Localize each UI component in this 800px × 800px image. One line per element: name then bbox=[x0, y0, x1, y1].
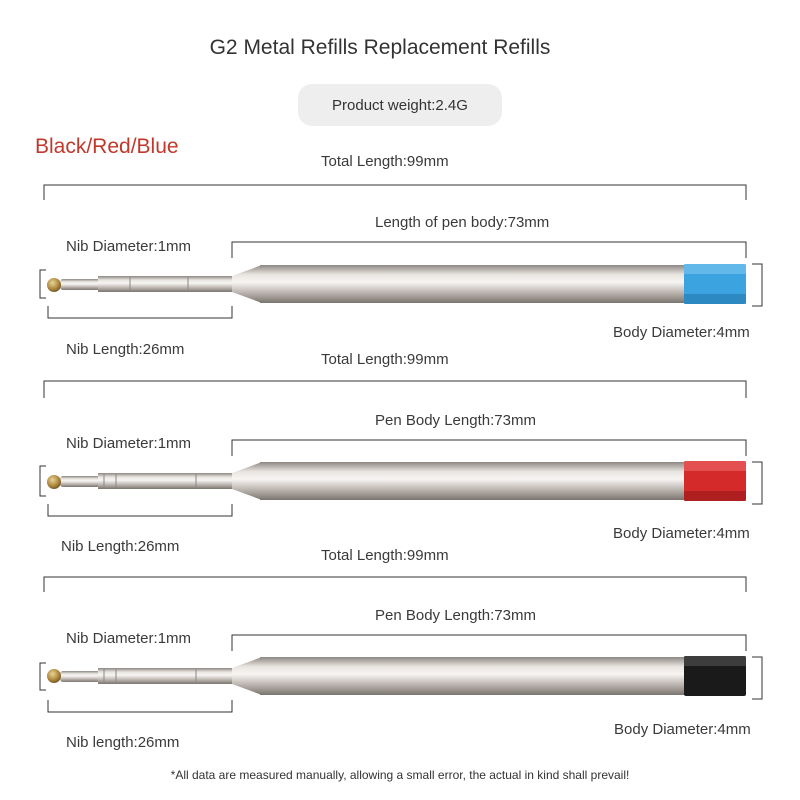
nib-tip bbox=[60, 671, 100, 682]
body-diameter-label: Body Diameter:4mm bbox=[613, 324, 750, 341]
pen-body bbox=[260, 462, 685, 500]
ball-tip bbox=[47, 669, 61, 683]
body-length-bracket bbox=[232, 440, 746, 456]
ball-tip bbox=[47, 278, 61, 292]
body-diameter-bracket bbox=[752, 657, 762, 699]
colors-label: Black/Red/Blue bbox=[35, 135, 179, 158]
total-length-bracket bbox=[44, 185, 746, 200]
nib-length-label: Nib length:26mm bbox=[66, 734, 180, 751]
body-diameter-bracket bbox=[752, 264, 762, 306]
nib-shaft bbox=[98, 668, 232, 684]
body-length-label: Pen Body Length:73mm bbox=[375, 412, 536, 429]
pen-body bbox=[260, 657, 685, 695]
nib-diameter-label: Nib Diameter:1mm bbox=[66, 435, 192, 452]
footnote: *All data are measured manually, allowing a small error, the actual in kind shall prevail! bbox=[170, 768, 630, 782]
product-weight-badge: Product weight:2.4G bbox=[298, 84, 502, 126]
body-diameter-label: Body Diameter:4mm bbox=[613, 525, 750, 542]
nib-length-bracket bbox=[48, 306, 232, 318]
nib-tip bbox=[60, 476, 100, 487]
ball-tip bbox=[47, 475, 61, 489]
nib-diameter-bracket bbox=[40, 663, 46, 690]
total-length-bracket bbox=[44, 577, 746, 592]
body-length-bracket bbox=[232, 242, 746, 258]
total-length-label: Total Length:99mm bbox=[321, 153, 449, 170]
total-length-bracket bbox=[44, 381, 746, 398]
nib-diameter-label: Nib Diameter:1mm bbox=[66, 630, 192, 647]
page-title: G2 Metal Refills Replacement Refills bbox=[209, 36, 551, 59]
nib-length-label: Nib Length:26mm bbox=[61, 538, 180, 555]
nib-diameter-bracket bbox=[40, 270, 46, 298]
nib-shaft bbox=[98, 473, 232, 489]
nib-length-bracket bbox=[48, 504, 232, 516]
taper bbox=[232, 462, 262, 500]
body-length-label: Pen Body Length:73mm bbox=[375, 607, 536, 624]
body-diameter-bracket bbox=[752, 462, 762, 504]
taper bbox=[232, 657, 262, 695]
body-length-label: Length of pen body:73mm bbox=[375, 214, 550, 231]
taper bbox=[232, 265, 262, 303]
body-length-bracket bbox=[232, 635, 746, 651]
body-diameter-label: Body Diameter:4mm bbox=[614, 721, 751, 738]
total-length-label: Total Length:99mm bbox=[321, 351, 449, 368]
total-length-label: Total Length:99mm bbox=[321, 547, 449, 564]
nib-length-bracket bbox=[48, 700, 232, 712]
nib-tip bbox=[60, 279, 100, 290]
nib-shaft bbox=[98, 276, 232, 292]
nib-diameter-bracket bbox=[40, 466, 46, 496]
nib-length-label: Nib Length:26mm bbox=[66, 341, 185, 358]
nib-diameter-label: Nib Diameter:1mm bbox=[66, 238, 192, 255]
pen-body bbox=[260, 265, 685, 303]
